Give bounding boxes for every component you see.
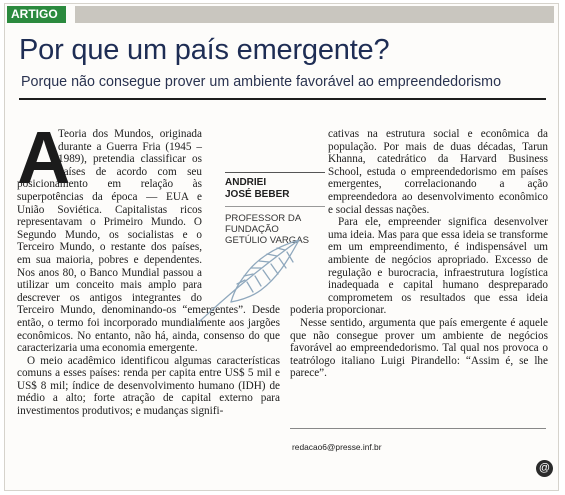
contact-email: redacao6@presse.inf.br (292, 442, 382, 452)
article-column-2 (290, 128, 548, 428)
paragraph: Teoria dos Mundos, originada durante a Guerra Fria (1945 – 1989), pretendia classificar os países de acordo com seu posicionamento em relação às superpotências da época — EUA e União Soviética. Capitalistas ricos representavam o Primeiro Mundo. O Segundo Mundo, os socialistas e o Terceiro Mundo, o restante dos países, em sua maioria, pobres e dependentes. Nos anos 80, o Banco Mundial passou a utilizar um conceito mais amplo para descrever os antigos integrantes do Terceiro Mundo, denominando-os “emergentes”. Desde então, o termo foi incorporado mundialmente aos jargões econômicos. No entanto, não há, ainda, consenso do que caracterizaria uma economia emergente. (17, 128, 280, 355)
paragraph: cativas na estrutura social e econômica da população. Por mais de duas décadas, Tarun Khanna, catedrático da Harvard Business School, estuda o empreendedorismo em países emergentes, correlacionando a ação empreendedora ao desenvolvimento econômico e social dessas nações. (328, 128, 548, 216)
section-tag: ARTIGO (7, 6, 66, 23)
author-role: PROFESSOR DA FUNDAÇÃO GETÚLIO VARGAS (225, 213, 310, 246)
section-bar (75, 6, 554, 23)
drop-cap: A (17, 116, 71, 199)
quill-pen-icon (191, 232, 309, 328)
paragraph: O meio acadêmico identificou algumas características comuns a esses países: renda per capita entre US$ 5 mil e US$ 8 mil; índice de desenvolvimento humano (IDH) de médio a alto; forte atração de capital externo para investimentos produtivos; e mudanças signifi- (17, 354, 280, 418)
author-name: ANDRIEI JOSÉ BEBER (225, 177, 290, 200)
article-page (4, 3, 559, 491)
article-subheadline: Porque não consegue prover um ambiente favorável ao empreendedorismo (21, 74, 502, 90)
paragraph: Para ele, empreender significa desenvolver uma ideia. Mas para que essa ideia se transforme em um empreendimento, é indispensável um ambiente de negócios apropriado. Excesso de regulação e burocracia, infraestrutura logística inadequada e capital humano despreparado comprometem os resultados que essa ideia poderia proporcionar. (290, 216, 548, 317)
footer-divider (290, 428, 546, 429)
article-headline: Por que um país emergente? (19, 34, 390, 66)
at-sign-icon: @ (536, 460, 553, 477)
paragraph: Nesse sentido, argumenta que país emergente é aquele que não consegue prover um ambiente de negócios favorável ao empreendedorismo. Tal qual nos provoca o teatrólogo italiano Luigi Pirandello: “Assim é, se lhe parece”. (290, 316, 548, 380)
headline-divider (19, 98, 546, 100)
